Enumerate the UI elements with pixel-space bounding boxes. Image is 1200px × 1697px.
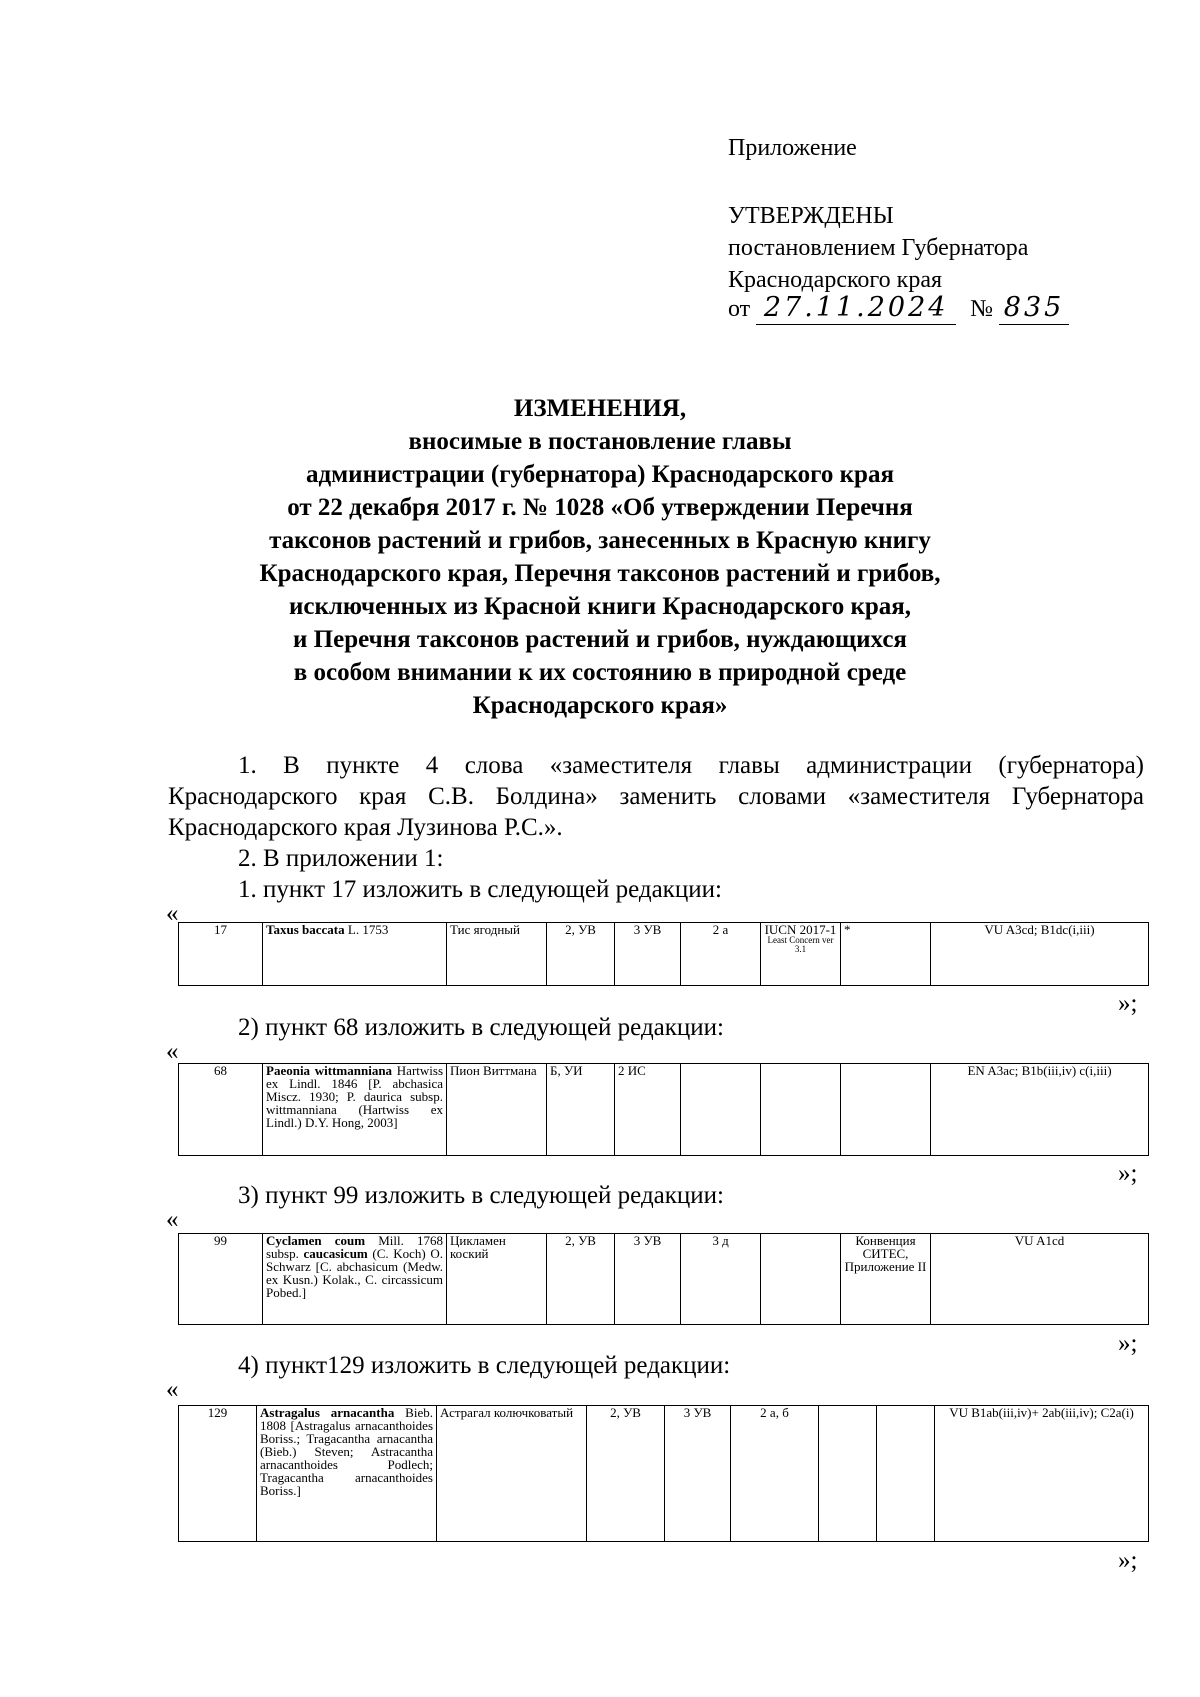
date-prefix: от: [728, 296, 751, 322]
open-quote: «: [166, 1038, 179, 1065]
mark-cell: *: [841, 923, 931, 986]
title-line: исключенных из Красной книги Краснодарского края,: [288, 593, 912, 620]
empty-cell: [841, 1064, 931, 1156]
table-row: [179, 1064, 1149, 1156]
paragraph-2: 2. В приложении 1:: [238, 845, 444, 872]
document-title: [0, 392, 1200, 722]
number-prefix: №: [970, 296, 994, 322]
table-row: [179, 923, 1149, 986]
status-cell: 3 УВ: [615, 1234, 681, 1325]
close-quote: »;: [1118, 1330, 1138, 1357]
latin-name: [263, 1234, 447, 1325]
approved-line2: Краснодарского края: [728, 267, 943, 293]
title-line: ИЗМЕНЕНИЯ,: [513, 395, 687, 422]
code-cell: 3 д: [681, 1234, 761, 1325]
latin-name: [263, 923, 447, 986]
latin-name: [257, 1406, 437, 1542]
convention-cell: Конвенция СИТЕС, Приложение II: [841, 1234, 931, 1325]
title-line: таксонов растений и грибов, занесенных в Красную книгу: [269, 527, 931, 554]
approved-line1: постановлением Губернатора: [728, 235, 1029, 261]
approved-date-line: [728, 292, 1069, 325]
latin-name-bold: Cyclamen coum: [266, 1233, 366, 1248]
approved-label: УТВЕРЖДЕНЫ: [728, 203, 894, 229]
handwritten-date: 27.11.2024: [756, 292, 956, 325]
table-row: [179, 1406, 1149, 1542]
title-line: Краснодарского края»: [472, 692, 728, 719]
category-cell: 2, УВ: [547, 923, 615, 986]
title-line: Краснодарского края, Перечня таксонов растений и грибов,: [259, 560, 941, 587]
title-line: вносимые в постановление главы: [408, 428, 792, 455]
criteria-cell: EN A3ac; B1b(iii,iv) c(i,iii): [931, 1064, 1149, 1156]
title-line: от 22 декабря 2017 г. № 1028 «Об утверждении Перечня: [287, 494, 913, 521]
table-item-99: [178, 1233, 1149, 1325]
row-number: 68: [179, 1064, 263, 1156]
latin-name-bold: Paeonia wittmanniana: [266, 1063, 393, 1078]
russian-name: Цикламен коский: [447, 1234, 547, 1325]
latin-name-author: Mill. 1768 subsp.: [266, 1233, 443, 1261]
russian-name: Пион Виттмана: [447, 1064, 547, 1156]
title-line: администрации (губернатора) Краснодарского края: [306, 461, 894, 488]
open-quote: «: [166, 900, 179, 927]
open-quote: «: [166, 1376, 179, 1403]
code-cell: 2 а: [681, 923, 761, 986]
russian-name: Тис ягодный: [447, 923, 547, 986]
category-cell: 2, УВ: [547, 1234, 615, 1325]
status-cell: 3 УВ: [665, 1406, 731, 1542]
paragraph-1: 1. В пункте 4 слова «заместителя главы администрации (губернатора) Краснодарского края С.В. Болдина» заменить словами «заместителя Губернатора Краснодарского края Лузинова Р.С.».: [168, 752, 1144, 841]
category-cell: Б, УИ: [547, 1064, 615, 1156]
item-17-heading: 1. пункт 17 изложить в следующей редакции:: [238, 876, 722, 903]
latin-name: [263, 1064, 447, 1156]
empty-cell: [877, 1406, 935, 1542]
criteria-cell: VU B1ab(iii,iv)+ 2ab(iii,iv); C2a(i): [935, 1406, 1149, 1542]
iucn-label: IUCN 2017-1: [764, 922, 837, 937]
close-quote: »;: [1118, 1547, 1138, 1574]
title-line: в особом внимании к их состоянию в природной среде: [293, 659, 907, 686]
latin-subspecies-bold: caucasicum: [303, 1246, 368, 1261]
iucn-cell: [761, 923, 841, 986]
empty-cell: [761, 1234, 841, 1325]
table-item-129: [178, 1405, 1149, 1542]
item-68-heading: 2) пункт 68 изложить в следующей редакции:: [238, 1014, 724, 1041]
row-number: 129: [179, 1406, 257, 1542]
latin-name-author: Hartwiss ex Lindl. 1846 [P. abchasica Miscz. 1930; P. daurica subsp. wittmanniana (Hartwiss ex Lindl.) D.Y. Hong, 2003]: [266, 1063, 443, 1130]
item-129-heading: 4) пункт129 изложить в следующей редакции:: [238, 1352, 731, 1379]
latin-name-author: Bieb. 1808 [Astragalus arnacanthoides Boriss.; Tragacantha arnacantha (Bieb.) Steven; Astracantha arnacanthoides Podlech; Tragacantha arnacanthoides Boriss.]: [260, 1405, 433, 1498]
item-99-heading: 3) пункт 99 изложить в следующей редакции:: [238, 1182, 724, 1209]
table-item-17: [178, 922, 1149, 986]
empty-cell: [681, 1064, 761, 1156]
latin-subspecies-author: (C. Koch) O. Schwarz [C. abchasicum (Medw. ex Kusn.) Kolak., C. circassicum Pobed.]: [266, 1246, 443, 1300]
status-cell: 3 УВ: [615, 923, 681, 986]
row-number: 99: [179, 1234, 263, 1325]
category-cell: 2, УВ: [587, 1406, 665, 1542]
iucn-small-label: Least Concern ver 3.1: [767, 935, 834, 954]
empty-cell: [819, 1406, 877, 1542]
latin-name-bold: Astragalus arnacantha: [260, 1405, 395, 1420]
criteria-cell: VU A3cd; B1dc(i,iii): [931, 923, 1149, 986]
code-cell: 2 а, б: [731, 1406, 819, 1542]
criteria-cell: VU A1cd: [931, 1234, 1149, 1325]
close-quote: »;: [1118, 990, 1138, 1017]
status-cell: 2 ИС: [615, 1064, 681, 1156]
handwritten-number: 835: [999, 292, 1069, 325]
appendix-label: Приложение: [728, 135, 857, 161]
row-number: 17: [179, 923, 263, 986]
title-line: и Перечня таксонов растений и грибов, нуждающихся: [293, 626, 907, 653]
open-quote: «: [166, 1206, 179, 1233]
empty-cell: [761, 1064, 841, 1156]
russian-name: Астрагал колючковатый: [437, 1406, 587, 1542]
latin-name-bold: Taxus baccata: [266, 922, 345, 937]
table-row: [179, 1234, 1149, 1325]
table-item-68: [178, 1063, 1149, 1156]
latin-name-author: L. 1753: [344, 922, 389, 937]
close-quote: »;: [1118, 1160, 1138, 1187]
